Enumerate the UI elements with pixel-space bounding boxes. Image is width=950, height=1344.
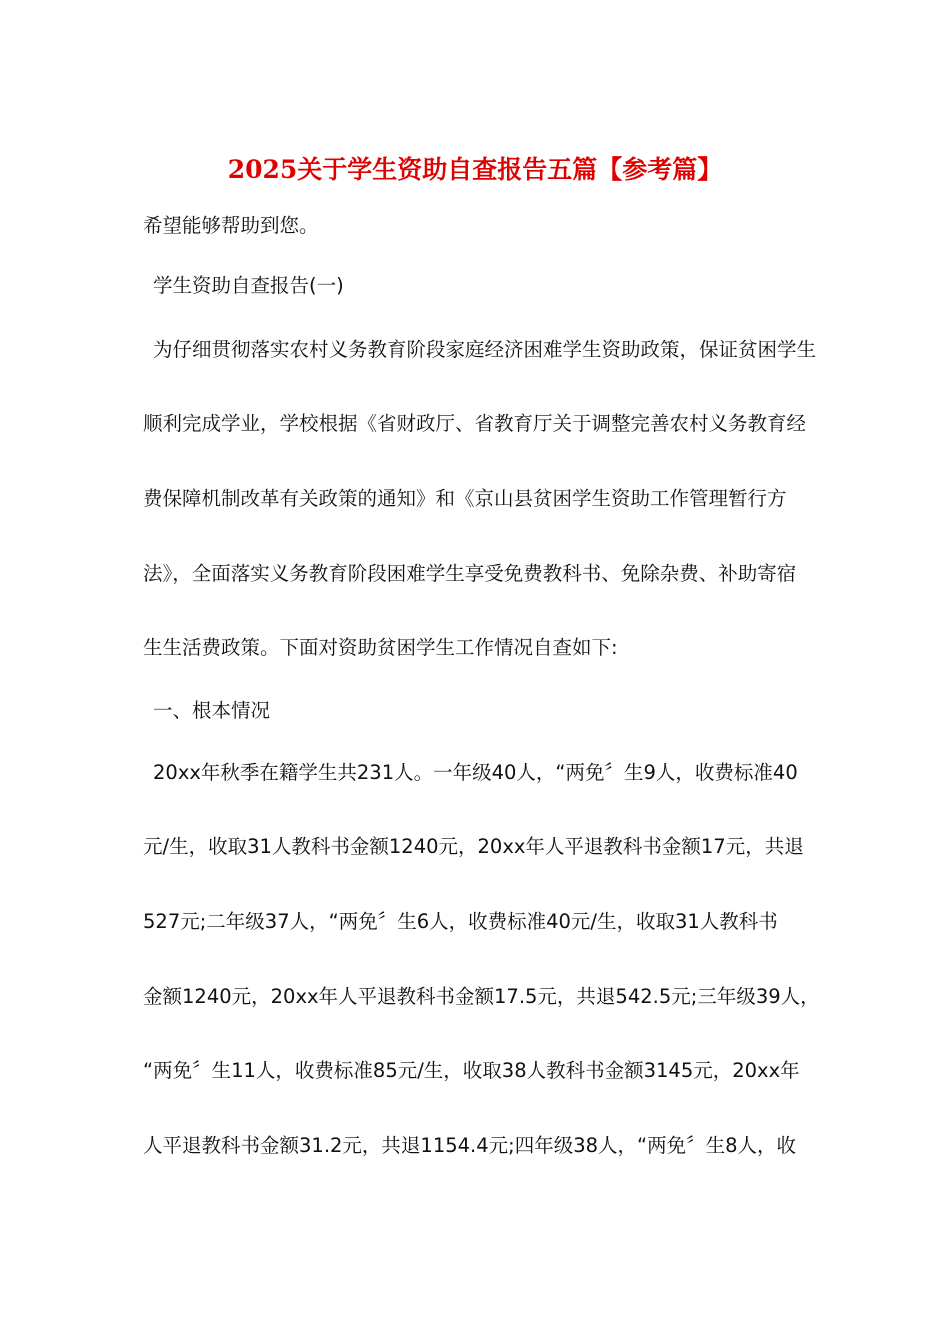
- paragraph-line: 顺利完成学业，学校根据《省财政厅、省教育厅关于调整完善农村义务教育经: [143, 412, 807, 435]
- section-heading: 一、根本情况: [153, 699, 271, 722]
- paragraph-line: 元/生，收取31人教科书金额1240元，20xx年人平退教科书金额17元，共退: [143, 835, 804, 858]
- paragraph-line: 人平退教科书金额31.2元，共退1154.4元;四年级38人，“两免〞生8人，收: [143, 1134, 797, 1157]
- paragraph-line: 法》，全面落实义务教育阶段困难学生享受免费教科书、免除杂费、补助寄宿: [143, 562, 797, 585]
- document-title: 2025关于学生资助自查报告五篇【参考篇】: [227, 155, 723, 184]
- paragraph-line: 生生活费政策。下面对资助贫困学生工作情况自查如下:: [143, 636, 618, 659]
- paragraph-line: 希望能够帮助到您。: [143, 214, 319, 237]
- paragraph-line: “两免〞生11人，收费标准85元/生，收取38人教科书金额3145元，20xx年: [143, 1059, 800, 1082]
- section-heading: 学生资助自查报告(一): [153, 274, 344, 297]
- paragraph-line: 为仔细贯彻落实农村义务教育阶段家庭经济困难学生资助政策，保证贫困学生: [153, 338, 817, 361]
- paragraph-line: 20xx年秋季在籍学生共231人。一年级40人，“两免〞生9人，收费标准40: [153, 761, 798, 784]
- paragraph-line: 金额1240元，20xx年人平退教科书金额17.5元，共退542.5元;三年级39人，: [143, 985, 820, 1008]
- paragraph-line: 费保障机制改革有关政策的通知》和《京山县贫困学生资助工作管理暂行方: [143, 487, 787, 510]
- paragraph-line: 527元;二年级37人，“两免〞生6人，收费标准40元/生，收取31人教科书: [143, 910, 778, 933]
